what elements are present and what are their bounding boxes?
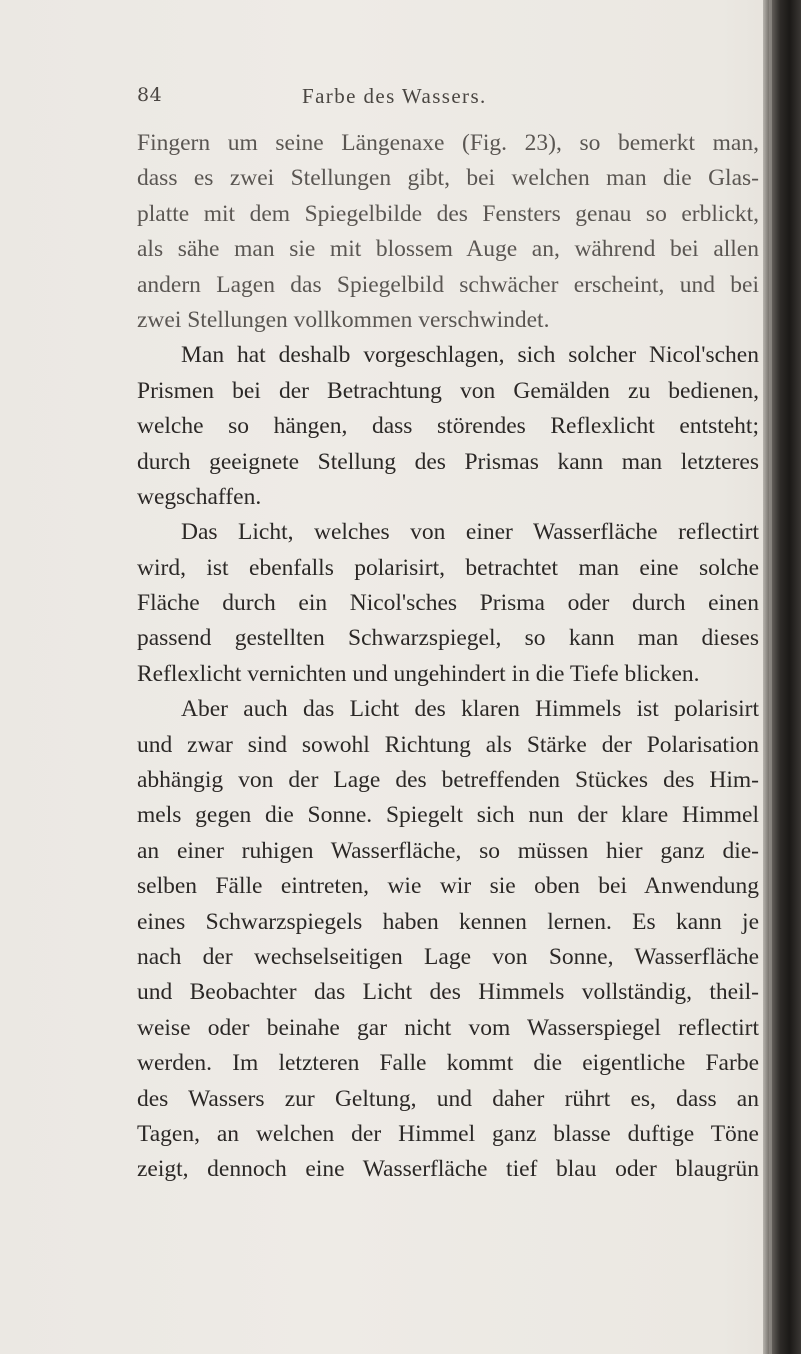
text-line: andern Lagen das Spiegelbild schwächer erscheint, und bei [137, 271, 759, 298]
text-line: werden. Im letzteren Falle kommt die eigentliche Farbe [137, 1050, 759, 1077]
text-line: durch geeignete Stellung des Prismas kann man letzteres [137, 448, 759, 475]
text-line: Reflexlicht vernichten und ungehindert in die Tiefe blicken. [137, 660, 700, 687]
book-binding-edge [763, 0, 801, 1354]
text-line: platte mit dem Spiegelbilde des Fensters genau so erblickt, [137, 200, 759, 227]
text-line: eines Schwarzspiegels haben kennen lernen. Es kann je [137, 908, 759, 935]
text-line: Fingern um seine Längenaxe (Fig. 23), so bemerkt man, [137, 130, 759, 156]
text-line: Fläche durch ein Nicol'sches Prisma oder durch einen [137, 590, 759, 617]
text-line: Prismen bei der Betrachtung von Gemälden zu bedienen, [137, 377, 759, 404]
text-line: als sähe man sie mit blossem Auge an, während bei allen [137, 236, 759, 263]
text-line: und zwar sind sowohl Richtung als Stärke der Polarisation [137, 731, 759, 758]
text-line: abhängig von der Lage des betreffenden Stückes des Him- [137, 767, 759, 794]
page-header [0, 84, 760, 114]
page-number: 84 [137, 84, 163, 106]
text-line: weise oder beinahe gar nicht vom Wasserspiegel reflectirt [137, 1014, 759, 1041]
text-line: selben Fälle eintreten, wie wir sie oben bei Anwendung [137, 873, 759, 900]
text-line: mels gegen die Sonne. Spiegelt sich nun der klare Himmel [137, 802, 759, 829]
text-line: wegschaffen. [137, 483, 262, 510]
text-line: passend gestellten Schwarzspiegel, so kann man dieses [137, 625, 759, 652]
text-line: dass es zwei Stellungen gibt, bei welchen man die Glas- [137, 165, 759, 192]
text-line: zeigt, dennoch eine Wasserfläche tief blau oder blaugrün [137, 1156, 759, 1183]
text-line: wird, ist ebenfalls polarisirt, betrachtet man eine solche [137, 554, 759, 581]
text-line: des Wassers zur Geltung, und daher rührt es, dass an [137, 1085, 759, 1112]
text-line: Man hat deshalb vorgeschlagen, sich solcher Nicol'schen [181, 342, 759, 369]
running-head: Farbe des Wassers. [302, 84, 487, 108]
text-line: Aber auch das Licht des klaren Himmels ist polarisirt [181, 696, 759, 723]
body-text [137, 126, 759, 1188]
text-line: zwei Stellungen vollkommen verschwindet. [137, 306, 550, 333]
text-line: nach der wechselseitigen Lage von Sonne, Wasserfläche [137, 943, 759, 970]
text-line: an einer ruhigen Wasserfläche, so müssen hier ganz die- [137, 837, 759, 864]
text-line: welche so hängen, dass störendes Reflexlicht entsteht; [137, 413, 759, 440]
text-line: Tagen, an welchen der Himmel ganz blasse duftige Töne [137, 1120, 759, 1147]
text-line: Das Licht, welches von einer Wasserfläche reflectirt [181, 519, 759, 546]
text-line: und Beobachter das Licht des Himmels vollständig, theil- [137, 979, 759, 1006]
